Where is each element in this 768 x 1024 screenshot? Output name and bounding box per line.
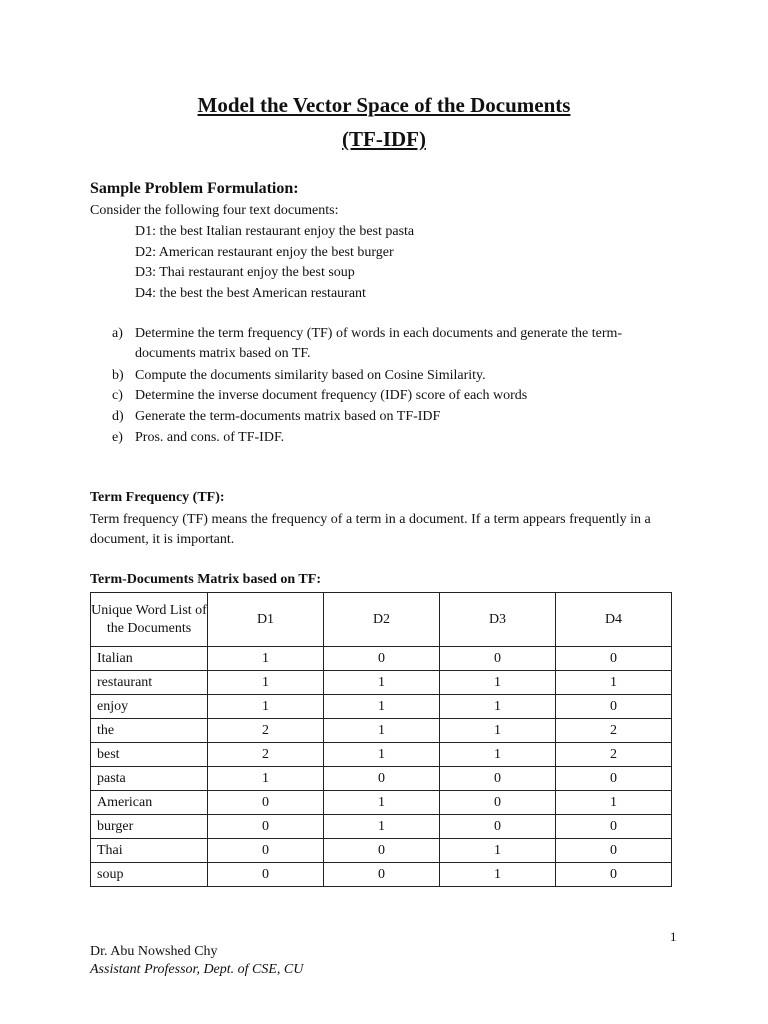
count-cell: 0	[556, 695, 672, 719]
count-cell: 1	[208, 647, 324, 671]
document-d2: D2: American restaurant enjoy the best burger	[135, 245, 394, 260]
task-text: Generate the term-documents matrix based on TF-IDF	[135, 409, 441, 424]
count-cell: 0	[208, 839, 324, 863]
word-cell: pasta	[91, 767, 208, 791]
count-cell: 0	[324, 839, 440, 863]
count-cell: 0	[440, 815, 556, 839]
count-cell: 0	[324, 647, 440, 671]
count-cell: 0	[556, 767, 672, 791]
count-cell: 1	[324, 671, 440, 695]
table-row	[91, 695, 672, 719]
task-text: Compute the documents similarity based on Cosine Similarity.	[135, 368, 486, 383]
count-cell: 1	[324, 815, 440, 839]
word-cell: Thai	[91, 839, 208, 863]
column-header-d3: D3	[440, 593, 556, 647]
count-cell: 2	[556, 743, 672, 767]
count-cell: 0	[324, 863, 440, 887]
count-cell: 1	[440, 695, 556, 719]
word-cell: soup	[91, 863, 208, 887]
count-cell: 0	[556, 815, 672, 839]
column-header-word: Unique Word List of the Documents	[91, 593, 208, 647]
tf-paragraph: Term frequency (TF) means the frequency of a term in a document. If a term appears frequently in a document, it is important.	[90, 512, 651, 547]
word-cell: best	[91, 743, 208, 767]
problem-heading: Sample Problem Formulation:	[90, 180, 299, 197]
count-cell: 1	[324, 743, 440, 767]
task-marker: a)	[112, 326, 123, 341]
count-cell: 0	[440, 767, 556, 791]
word-cell: restaurant	[91, 671, 208, 695]
table-header-row	[91, 593, 672, 647]
word-cell: American	[91, 791, 208, 815]
count-cell: 1	[324, 719, 440, 743]
count-cell: 0	[208, 815, 324, 839]
table-row	[91, 839, 672, 863]
table-row	[91, 647, 672, 671]
column-header-d4: D4	[556, 593, 672, 647]
task-marker: c)	[112, 388, 123, 403]
column-header-d2: D2	[324, 593, 440, 647]
count-cell: 0	[440, 647, 556, 671]
count-cell: 1	[556, 791, 672, 815]
count-cell: 1	[440, 719, 556, 743]
task-text: Pros. and cons. of TF-IDF.	[135, 430, 285, 445]
count-cell: 0	[556, 863, 672, 887]
count-cell: 1	[324, 695, 440, 719]
table-row	[91, 815, 672, 839]
count-cell: 1	[208, 671, 324, 695]
task-marker: d)	[112, 409, 124, 424]
problem-intro: Consider the following four text documents:	[90, 203, 339, 218]
table-row	[91, 791, 672, 815]
count-cell: 0	[556, 647, 672, 671]
count-cell: 0	[324, 767, 440, 791]
count-cell: 1	[556, 671, 672, 695]
table-row	[91, 863, 672, 887]
tf-heading: Term Frequency (TF):	[90, 490, 225, 505]
count-cell: 1	[440, 671, 556, 695]
word-cell: burger	[91, 815, 208, 839]
count-cell: 0	[556, 839, 672, 863]
page-subtitle: (TF-IDF)	[342, 127, 426, 151]
table-row	[91, 767, 672, 791]
table-row	[91, 671, 672, 695]
document-d1: D1: the best Italian restaurant enjoy the best pasta	[135, 224, 415, 239]
task-marker: e)	[112, 430, 123, 445]
count-cell: 2	[556, 719, 672, 743]
column-header-d1: D1	[208, 593, 324, 647]
table-row	[91, 719, 672, 743]
task-text: Determine the inverse document frequency (IDF) score of each words	[135, 388, 528, 403]
footer-author: Dr. Abu Nowshed Chy	[90, 944, 218, 959]
count-cell: 0	[208, 791, 324, 815]
word-cell: the	[91, 719, 208, 743]
count-cell: 1	[324, 791, 440, 815]
task-text: Determine the term frequency (TF) of words in each documents and generate the term-documents matrix based on TF.	[135, 326, 623, 361]
task-marker: b)	[112, 368, 124, 383]
table-row	[91, 743, 672, 767]
count-cell: 2	[208, 719, 324, 743]
page-number: 1	[670, 929, 677, 944]
tf-matrix-table	[90, 592, 672, 887]
matrix-heading: Term-Documents Matrix based on TF:	[90, 572, 321, 587]
word-cell: Italian	[91, 647, 208, 671]
count-cell: 0	[208, 863, 324, 887]
count-cell: 1	[208, 695, 324, 719]
count-cell: 1	[208, 767, 324, 791]
count-cell: 1	[440, 743, 556, 767]
document-d4: D4: the best the best American restaurant	[135, 286, 366, 301]
word-cell: enjoy	[91, 695, 208, 719]
count-cell: 2	[208, 743, 324, 767]
count-cell: 1	[440, 839, 556, 863]
footer-role: Assistant Professor, Dept. of CSE, CU	[90, 962, 304, 977]
count-cell: 0	[440, 791, 556, 815]
document-d3: D3: Thai restaurant enjoy the best soup	[135, 265, 355, 280]
count-cell: 1	[440, 863, 556, 887]
page-title: Model the Vector Space of the Documents	[197, 93, 571, 117]
